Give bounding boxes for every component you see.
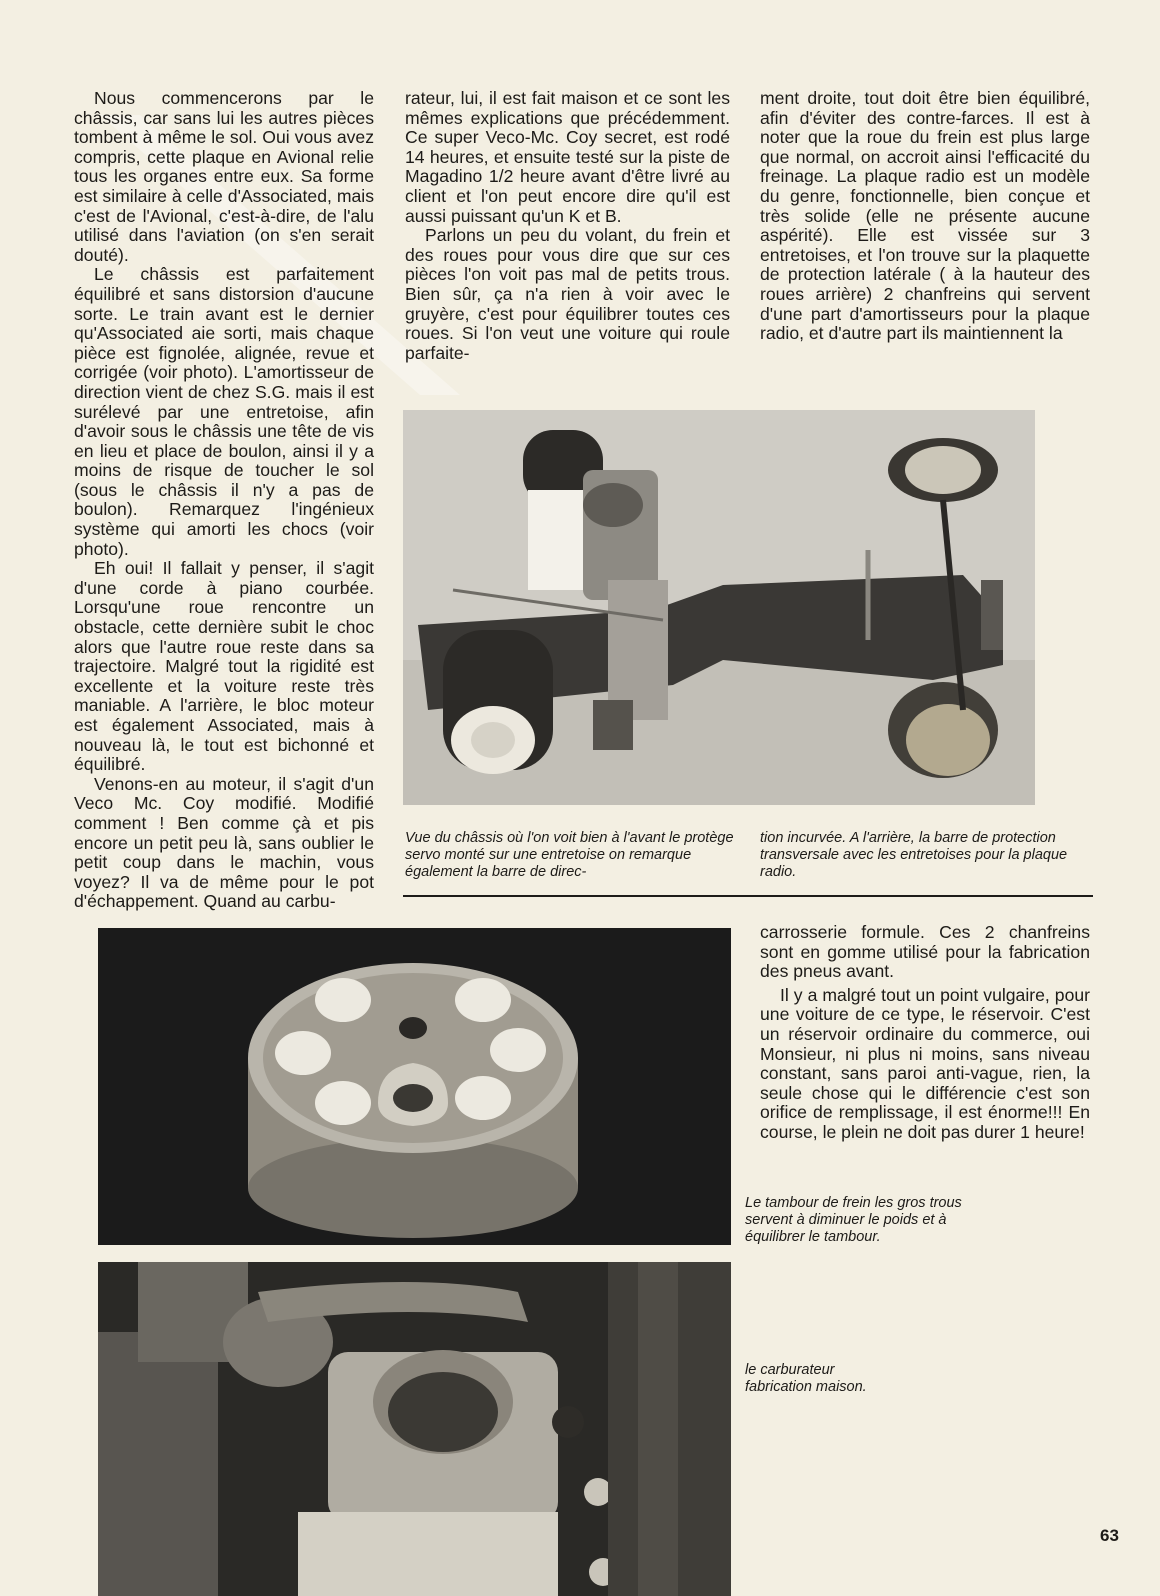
chassis-illustration bbox=[403, 410, 1035, 805]
text-column-3-continued bbox=[760, 923, 1090, 1143]
brake-drum-caption bbox=[745, 1195, 985, 1246]
paragraph: ment droite, tout doit être bien équilibré, afin d'éviter des contre-farces. Il est à noter que la roue du frein est plus large que normal, on accroit ainsi l'efficacité du freinage. La plaque radio est un modèle du genre, fonctionnelle, bien conçue et très solide (elle ne présente aucune aspérité). Elle est vissée sur 3 entretoises, et l'on trouve sur la plaquette de protection latérale ( à la hauteur des roues arrière) 2 chanfreins qui servent d'une part d'amortisseurs pour la plaque radio, et d'autre part ils maintiennent la bbox=[760, 88, 1090, 344]
text-column-2 bbox=[405, 89, 730, 363]
chassis-caption-left bbox=[405, 830, 737, 881]
caption-text: tion incurvée. A l'arrière, la barre de protection transversale avec les entretoises pour la plaque radio. bbox=[760, 830, 1068, 880]
paragraph: Le châssis est parfaitement équilibré et sans distorsion d'aucune sorte. Le train avant est le dernier qu'Associated aie sorti, mais chaque pièce est fignolée, alignée, revue et corrigée (voir photo). L'amortisseur de direction vient de chez S.G. mais il est surélevé par une entretoise, afin d'avoir sous le châssis une tête de vis en lieu et place de boulon, ainsi il y a moins de risque de toucher le sol (sous le châssis il n'y a pas de boulon). Remarquez l'ingénieux système qui amorti les chocs (voir photo). bbox=[74, 264, 374, 559]
brake-drum-photo bbox=[98, 928, 731, 1245]
text-column-1 bbox=[74, 89, 374, 912]
caption-text: le carburateur fabrication maison. bbox=[745, 1362, 867, 1395]
caption-text: Vue du châssis où l'on voit bien à l'avant le protège servo monté sur une entretoise on remarque également la barre de direc- bbox=[405, 830, 734, 880]
paragraph: Venons-en au moteur, il s'agit d'un Veco Mc. Coy modifié. Modifié comment ! Ben comme çà et pis encore un petit peu là, sans oublier le petit coup dans le machin, vous voyez? Il va de même pour le pot d'échappement. Quand au carbu- bbox=[74, 773, 374, 912]
paragraph: Nous commencerons par le châssis, car sans lui les autres pièces tombent à même le sol. Oui vous avez compris, cette plaque en Avional relie tous les organes entre eux. Sa forme est similaire à celle d'Associated, mais c'est de l'Avional, c'est-à-dire, de l'alu utilisé dans l'aviation (on s'en serait douté). bbox=[74, 88, 374, 265]
paragraph: rateur, lui, il est fait maison et ce sont les mêmes explications que précédemment. Ce super Veco-Mc. Coy secret, est rodé 14 heures, et ensuite testé sur la piste de Magadino 1/2 heure avant d'être livré au client et l'on peut encore dire qu'il est aussi puissant qu'un K et B. bbox=[405, 88, 730, 226]
paragraph: Eh oui! Il fallait y penser, il s'agit d'une corde à piano courbée. Lorsqu'une roue rencontre un obstacle, cette dernière subit le choc alors que l'autre roue reste dans sa trajectoire. Malgré tout la rigidité est excellente et la voiture reste très maniable. A l'arrière, le bloc moteur est également Associated, mais à nouveau là, le tout est bichonné et équilibré. bbox=[74, 558, 374, 775]
chassis-photo bbox=[403, 410, 1035, 805]
paragraph: carrosserie formule. Ces 2 chanfreins sont en gomme utilisé pour la fabrication des pneus avant. bbox=[760, 922, 1090, 982]
brake-drum-illustration bbox=[98, 928, 731, 1245]
carburetor-illustration bbox=[98, 1262, 731, 1596]
caption-text: Le tambour de frein les gros trous servent à diminuer le poids et à équilibrer le tambour. bbox=[745, 1195, 962, 1245]
paragraph: Parlons un peu du volant, du frein et des roues pour vous dire que sur ces pièces l'on voit pas mal de petits trous. Bien sûr, ça n'a rien à voir avec le gruyère, c'est pour équilibrer toutes ces roues. Si l'on veut une voiture qui roule parfaite- bbox=[405, 225, 730, 363]
paragraph: Il y a malgré tout un point vulgaire, pour une voiture de ce type, le réservoir. C'est un réservoir ordinaire du commerce, oui Monsieur, ni plus ni moins, sans niveau constant, sans paroi anti-vague, rien, la seule chose qui le différencie c'est son orifice de remplissage, il est énorme!!! En course, le plein ne doit pas durer 1 heure! bbox=[760, 984, 1090, 1142]
carburetor-photo bbox=[98, 1262, 731, 1596]
page-number: 63 bbox=[1100, 1526, 1119, 1545]
carburetor-caption bbox=[745, 1362, 875, 1396]
text-column-3 bbox=[760, 89, 1090, 344]
section-divider bbox=[403, 895, 1093, 897]
chassis-caption-right bbox=[760, 830, 1095, 881]
